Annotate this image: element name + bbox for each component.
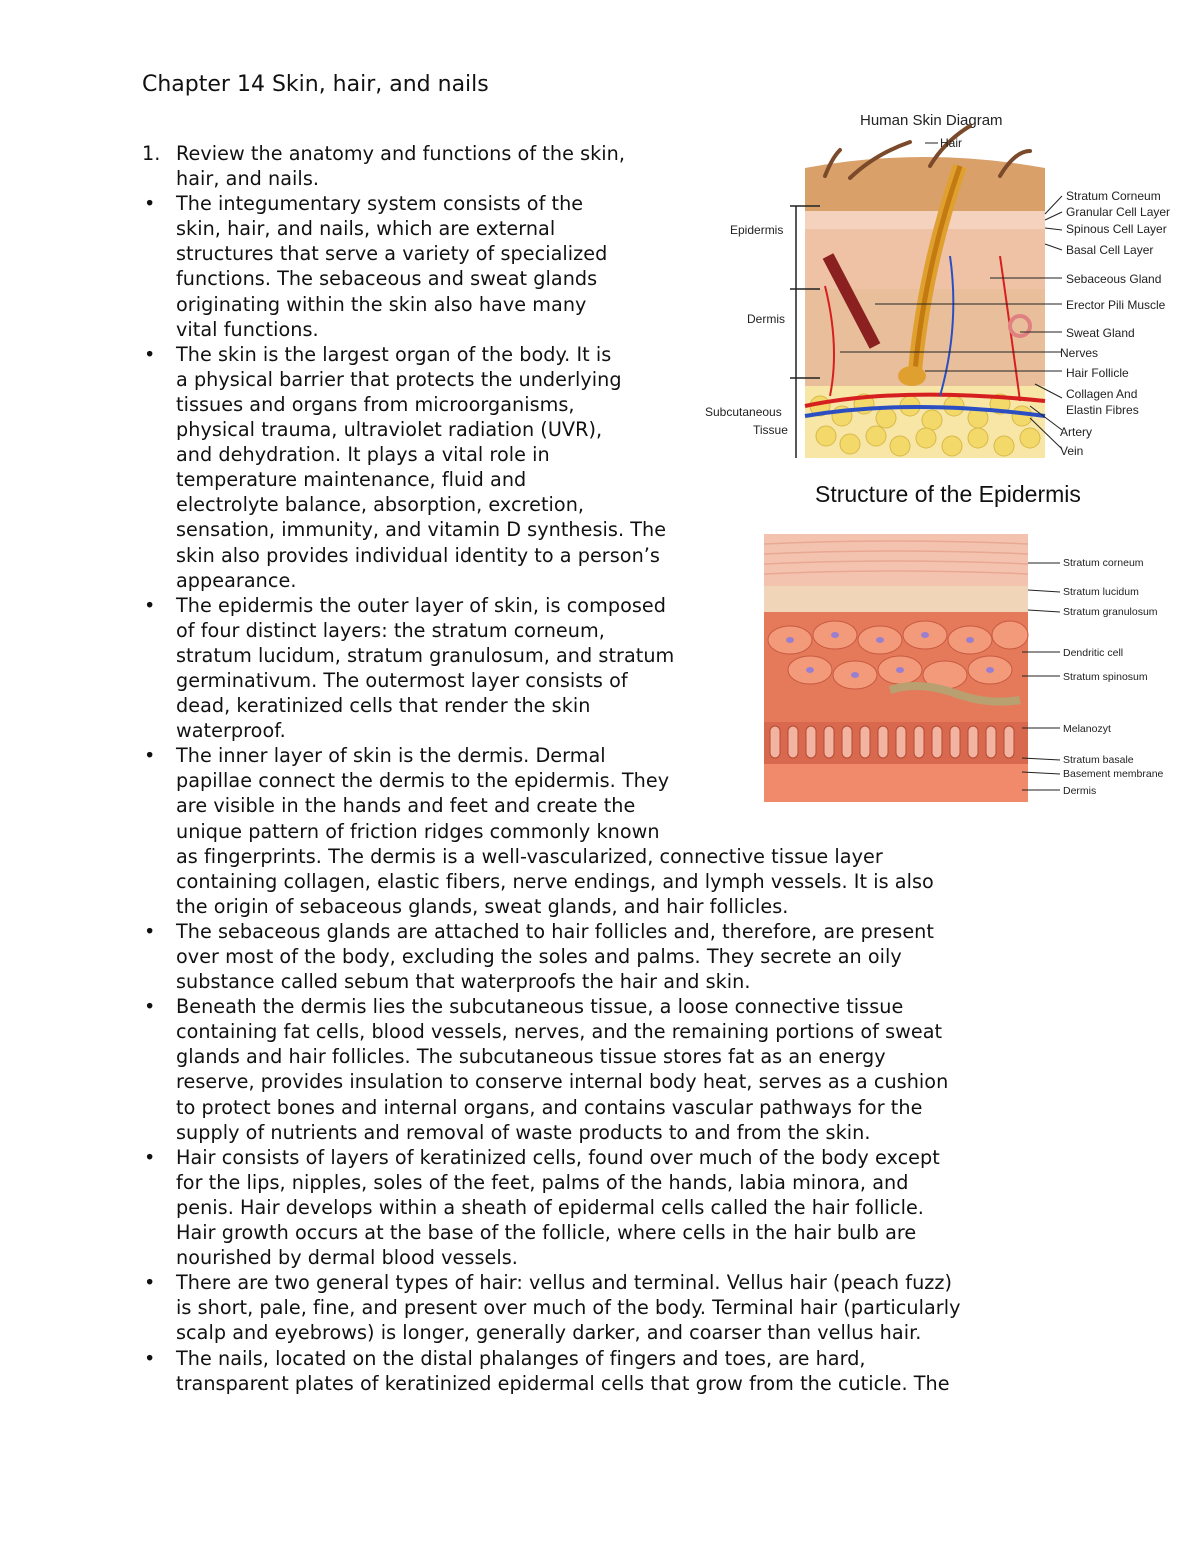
bullet-marker: •	[144, 342, 156, 366]
text-line	[142, 994, 1142, 1019]
text-line	[142, 1170, 1142, 1195]
text-line-content: structures that serve a variety of specialized	[176, 242, 608, 266]
text-line-content: sensation, immunity, and vitamin D synthesis. The	[176, 518, 667, 542]
text-line-content: as fingerprints. The dermis is a well-vascularized, connective tissue layer	[176, 844, 883, 868]
fig1-label-tissue: Tissue	[753, 423, 788, 437]
fig2-label-corneum: Stratum corneum	[1063, 557, 1144, 569]
fig2-label-lucidum: Stratum lucidum	[1063, 586, 1139, 598]
text-line-content: containing fat cells, blood vessels, nerves, and the remaining portions of sweat	[176, 1020, 943, 1044]
bullet-marker: •	[144, 1346, 156, 1370]
text-line-content: The sebaceous glands are attached to hair follicles and, therefore, are present	[176, 919, 934, 943]
bullet-marker: •	[144, 744, 156, 768]
text-line-content: reserve, provides insulation to conserve internal body heat, serves as a cushion	[176, 1070, 949, 1094]
fig1-label-artery: Artery	[1060, 425, 1093, 439]
text-line-content: of four distinct layers: the stratum corneum,	[176, 618, 605, 642]
fig2-label-spinosum: Stratum spinosum	[1063, 671, 1148, 683]
text-line-content: vital functions.	[176, 317, 319, 341]
text-line-content: skin, hair, and nails, which are external	[176, 217, 556, 241]
epidermis-structure-diagram	[760, 530, 1180, 805]
fig1-title: Human Skin Diagram	[860, 112, 1003, 129]
text-line-content: Review the anatomy and functions of the skin,	[176, 142, 626, 165]
text-line	[142, 844, 1142, 869]
text-line	[142, 1145, 1142, 1170]
text-line-content: The epidermis the outer layer of skin, is composed	[176, 593, 666, 617]
fig1-label-nerves: Nerves	[1060, 346, 1099, 360]
text-line-content: glands and hair follicles. The subcutaneous tissue stores fat as an energy	[176, 1045, 886, 1069]
text-line-content: Hair growth occurs at the base of the follicle, where cells in the hair bulb are	[176, 1221, 917, 1245]
bullet-marker: •	[144, 593, 156, 617]
text-line-content: germinativum. The outermost layer consists of	[176, 668, 628, 692]
text-line-content: tissues and organs from microorganisms,	[176, 392, 575, 416]
bullet-marker: •	[144, 1145, 156, 1169]
text-line-content: over most of the body, excluding the soles and palms. They secrete an oily	[176, 945, 902, 968]
fig1-label-hair: Hair	[940, 136, 963, 150]
text-line-content: Hair consists of layers of keratinized cells, found over much of the body except	[176, 1145, 940, 1169]
text-line-content: physical trauma, ultraviolet radiation (UVR),	[176, 418, 603, 442]
text-line-content: dead, keratinized cells that render the skin	[176, 694, 591, 718]
text-line-content: There are two general types of hair: vellus and terminal. Vellus hair (peach fuzz)	[176, 1271, 953, 1295]
text-line	[142, 1371, 1142, 1396]
human-skin-diagram	[700, 106, 1180, 466]
text-line-content: scalp and eyebrows) is longer, generally darker, and coarser than vellus hair.	[176, 1321, 922, 1345]
text-line	[142, 1295, 1142, 1320]
text-line	[142, 1245, 1142, 1270]
text-line	[142, 1320, 1142, 1345]
text-line	[142, 1346, 1142, 1371]
text-line	[142, 1195, 1142, 1220]
text-line	[142, 1044, 1142, 1069]
list-number: 1.	[142, 142, 161, 165]
text-line-content: The integumentary system consists of the	[176, 192, 584, 216]
fig2-label-granulosum: Stratum granulosum	[1063, 606, 1158, 618]
text-line-content: are visible in the hands and feet and create the	[176, 794, 636, 818]
fig1-label-epidermis: Epidermis	[730, 223, 784, 237]
bullet-marker: •	[144, 192, 156, 216]
text-line-content: The skin is the largest organ of the body. It is	[176, 342, 612, 366]
fig2-label-basement: Basement membrane	[1063, 768, 1164, 780]
text-line	[142, 869, 1142, 894]
text-line-content: electrolyte balance, absorption, excretion,	[176, 493, 585, 517]
fig1-label-erector: Erector Pili Muscle	[1066, 298, 1166, 312]
fig2-label-dermis: Dermis	[1063, 785, 1097, 797]
fig1-label-collagen: Collagen And	[1066, 387, 1138, 401]
text-line-content: papillae connect the dermis to the epidermis. They	[176, 769, 670, 793]
fig2-title: Structure of the Epidermis	[815, 481, 1081, 507]
text-line-content: a physical barrier that protects the underlying	[176, 367, 622, 391]
bullet-marker: •	[144, 919, 156, 943]
fig1-label-spinous: Spinous Cell Layer	[1066, 222, 1167, 236]
fig1-label-hair-follicle: Hair Follicle	[1066, 366, 1129, 380]
text-line	[142, 919, 1142, 944]
text-line-content: The inner layer of skin is the dermis. Dermal	[176, 744, 606, 768]
fig2-label-melanozyt: Melanozyt	[1063, 723, 1111, 735]
text-line-content: to protect bones and internal organs, and contains vascular pathways for the	[176, 1095, 923, 1119]
text-line-content: and dehydration. It plays a vital role in	[176, 443, 550, 467]
text-line	[142, 1120, 1142, 1145]
text-line-content: unique pattern of friction ridges commonly known	[176, 819, 660, 843]
text-line-content: nourished by dermal blood vessels.	[176, 1246, 518, 1270]
fig1-label-granular: Granular Cell Layer	[1066, 205, 1171, 219]
fig1-label-stratum-corneum: Stratum Corneum	[1066, 189, 1161, 203]
text-line-content: appearance.	[176, 568, 297, 592]
fig1-label-dermis: Dermis	[747, 312, 785, 326]
text-line-content: penis. Hair develops within a sheath of epidermal cells called the hair follicle.	[176, 1195, 924, 1219]
text-line-content: skin also provides individual identity to a person’s	[176, 543, 660, 567]
text-line-content: The nails, located on the distal phalanges of fingers and toes, are hard,	[176, 1346, 866, 1370]
text-line	[142, 969, 1142, 994]
text-line-content: the origin of sebaceous glands, sweat glands, and hair follicles.	[176, 894, 789, 918]
text-line	[142, 1270, 1142, 1295]
fig1-label-vein: Vein	[1060, 444, 1084, 458]
text-line	[142, 1220, 1142, 1245]
text-line	[142, 944, 1142, 969]
text-line-content: stratum lucidum, stratum granulosum, and stratum	[176, 643, 675, 667]
text-line	[142, 1019, 1142, 1044]
text-line-content: transparent plates of keratinized epidermal cells that grow from the cuticle. The	[176, 1371, 950, 1395]
fig1-label-sebaceous: Sebaceous Gland	[1066, 272, 1162, 286]
text-line	[142, 894, 1142, 919]
text-line-content: is short, pale, fine, and present over much of the body. Terminal hair (particularly	[176, 1296, 961, 1320]
text-line-content: temperature maintenance, fluid and	[176, 468, 527, 492]
text-line-content: functions. The sebaceous and sweat glands	[176, 267, 598, 291]
bullet-marker: •	[144, 995, 156, 1019]
fig2-label-dendritic: Dendritic cell	[1063, 647, 1124, 659]
fig1-label-sweat-gland: Sweat Gland	[1066, 326, 1135, 340]
text-line	[142, 1069, 1142, 1094]
fig2-label-basale: Stratum basale	[1063, 754, 1134, 766]
fig1-label-basal: Basal Cell Layer	[1066, 243, 1154, 257]
bullet-marker: •	[144, 1271, 156, 1295]
fig1-label-subcutaneous: Subcutaneous	[705, 405, 782, 419]
text-line-content: originating within the skin also have many	[176, 292, 587, 316]
fig1-label-elastin: Elastin Fibres	[1066, 403, 1139, 417]
text-line-content: for the lips, nipples, soles of the feet, palms of the hands, labia minora, and	[176, 1170, 909, 1194]
text-line	[142, 1095, 1142, 1120]
text-line-content: Beneath the dermis lies the subcutaneous tissue, a loose connective tissue	[176, 995, 904, 1019]
text-line-content: supply of nutrients and removal of waste products to and from the skin.	[176, 1120, 871, 1144]
text-line-content: hair, and nails.	[176, 167, 320, 191]
page-title: Chapter 14 Skin, hair, and nails	[142, 72, 489, 97]
text-line-content: waterproof.	[176, 719, 286, 743]
text-line-content: substance called sebum that waterproofs the hair and skin.	[176, 970, 751, 994]
text-line	[142, 819, 1142, 844]
text-line-content: containing collagen, elastic fibers, nerve endings, and lymph vessels. It is also	[176, 869, 934, 893]
